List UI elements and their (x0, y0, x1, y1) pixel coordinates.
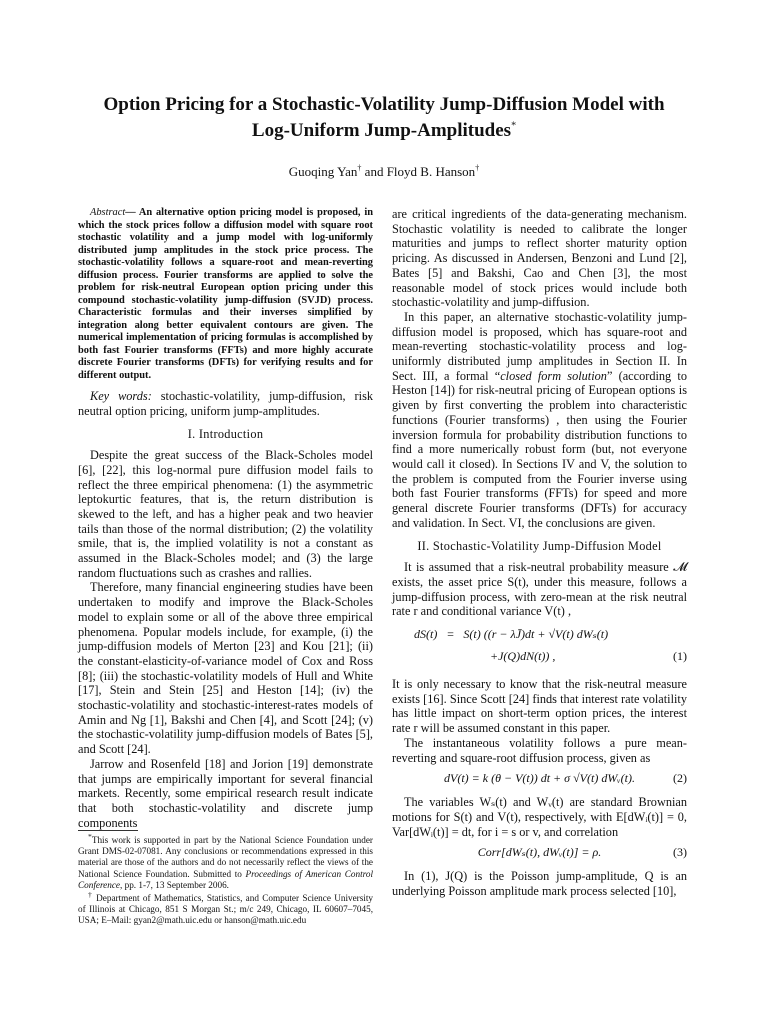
keywords (78, 389, 373, 418)
intro-paragraph-1: Despite the great success of the Black-Scholes model [6], [22], this log-normal pure diffusion model fails to reflect the three empirical phenomena: (1) the asymmetric leptokurtic features, that is, the return distribution is skewed to the left, and has a higher peak and two heavier tails than those of the normal distribution; (2) the volatility smile, that is, the implied volatility is not a constant as assumed in the Black-Scholes model; and (3) the large random fluctuations such as crashes and rallies. (78, 448, 373, 580)
title-footnote-mark: * (511, 120, 517, 132)
equation-2 (392, 765, 687, 795)
equation-1-line-1: dS(t) = S(t) ((r − λJ̄)dt + √V(t) dWₛ(t) (414, 626, 609, 641)
abstract-text: — An alternative option pricing model is proposed, in which the stock prices follow a diffusion model with square root stochastic volatility and a jump model with log-uniformly distributed jump amplitudes in the stock price process. The stochastic-volatility follows a square-root and mean-reverting diffusion process. Fourier transforms are applied to solve the problem for risk-neutral European option pricing under this compound stochastic-volatility jump-diffusion (SVJD) process. Characteristic formulas and their inverses simplified by integration along better equivalent contours are given. The numerical implementation of pricing formulas is accomplished by both fast Fourier transforms (FFTs) and more highly accurate discrete Fourier transforms (DFTs) for verifying results and for different output. (78, 207, 373, 381)
footnote-funding-mark: * (88, 831, 92, 841)
model-paragraph-1: It is assumed that a risk-neutral probability measure 𝓜 exists, the asset price S(t), under this measure, follows a jump-diffusion process, with zero-mean at the risk neutral rate r and conditional variance V(t) , (392, 560, 687, 619)
model-paragraph-3: The instantaneous volatility follows a pure mean-reverting and square-root diffusion process, given as (392, 735, 687, 765)
section-heading-svjd-model: II. Stochastic-Volatility Jump-Diffusion Model (417, 539, 662, 554)
equation-3-number: (3) (673, 845, 687, 860)
closed-form-emphasis: closed form solution (500, 368, 607, 383)
model-paragraph-2: It is only necessary to know that the risk-neutral measure exists [16]. Since Scott [24] finds that interest rate volatility has little impact on short-term option prices, the interest rate r will be assumed constant in this paper. (392, 676, 687, 736)
keywords-text: stochastic-volatility, jump-diffusion, risk neutral option pricing, uniform jump-amplitudes. (78, 389, 374, 418)
intro-paragraph-3: Jarrow and Rosenfeld [18] and Jorion [19] demonstrate that jumps are empirically important for several financial markets. Recently, some empirical research result indicate that both stochastic-volatility and discrete jump components (78, 756, 373, 830)
abstract-label: Abstract (90, 207, 126, 218)
author-line (60, 164, 708, 180)
equation-2-body: dV(t) = k (θ − V(t)) dt + σ √V(t) dWᵥ(t). (444, 771, 635, 786)
author-1: Guoqing Yan (288, 164, 358, 179)
keywords-label: Key words: (90, 389, 152, 403)
model-paragraph-4: The variables Wₛ(t) and Wᵥ(t) are standard Brownian motions for S(t) and V(t), respectively, with E[dWᵢ(t)] = 0, Var[dWᵢ(t)] = dt, for i = s or v, and correlation (392, 795, 687, 839)
right-column (392, 207, 687, 899)
author-2-mark: † (475, 163, 480, 173)
equation-1-number: (1) (673, 648, 687, 663)
footnotes (78, 830, 373, 929)
footnote-affiliation-mark: † (88, 889, 93, 899)
section-heading-introduction: I. Introduction (187, 427, 264, 442)
author-1-mark: † (357, 163, 362, 173)
right-paragraph-1: are critical ingredients of the data-generating mechanism. Stochastic volatility is needed to calibrate the longer maturities and jumps to reflect shorter maturity option pricing. As discussed in Andersen, Benzoni and Lund [2], Bates [5] and Bakshi, Cao and Chen [3], the most reasonable model of stock prices would include both stochastic-volatility and jump-diffusion. (392, 207, 687, 310)
footnote-affiliation: † Department of Mathematics, Statistics, and Computer Science University of Illinois at Chicago, 851 S Morgan St.; m/c 249, Chicago, IL 60607–7045, USA; E–Mail: gyan2@math.uic.edu or hanson@math.uic.edu (78, 889, 373, 926)
author-conjunction: and (361, 164, 387, 179)
footnote-venue: Proceedings of American Control Conference (78, 868, 374, 890)
footnote-funding: *This work is supported in part by the National Science Foundation under Grant DMS-02-07081. Any conclusions or recommendations expressed in this material are those of the authors and do not necessarily reflect the views of the National Science Foundation. Submitted to Proceedings of American Control Conference, pp. 1-7, 13 September 2006. (78, 831, 374, 890)
title-line-2: Log-Uniform Jump-Amplitudes* (251, 120, 517, 141)
footnote-rule (78, 830, 138, 831)
equation-1 (392, 619, 687, 677)
intro-paragraph-2: Therefore, many financial engineering studies have been undertaken to modify and improve the Black-Scholes model to explain some or all of the above three empirical phenomena. Popular models include, for example, (i) the jump-diffusion models of Merton [23] and Kou [21]; (ii) the constant-elasticity-of-variance model of Cox and Ross [8]; (iii) the stochastic-volatility models of Hull and White [17], Stein and Stein [25] and Heston [14]; (iv) the stochastic-volatility and stochastic-interest-rates models of Amin and Ng [1], Bakshi and Chen [4], and Scott [24]; (v) the stochastic-volatility jump-diffusion models of Bates [5], and Scott [24]. (78, 580, 373, 757)
author-2: Floyd B. Hanson (386, 164, 476, 179)
right-paragraph-2: In this paper, an alternative stochastic-volatility jump-diffusion model is proposed, which has square-root and mean-reverting stochastic-volatility process and log-uniformly distributed jump amplitudes in Section II. In Sect. III, a formal “closed form solution” (according to Heston [14]) for risk-neutral pricing of European options is given by first converting the problem into characteristic functions (Fourier transforms) , then using the Fourier inversion formula for probability distribution functions to find a more numerically robust form (but, not everyone would call it closed). In Sections IV and V, the solution to the problem is computed from the Fourier inverse using both fast Fourier transforms (FFTs) for speed and more general discrete Fourier transforms (DFTs) for accuracy and validation. In Sect. VI, the conclusions are given. (392, 309, 687, 530)
title-line-1: Option Pricing for a Stochastic-Volatility Jump-Diffusion Model with (103, 94, 665, 115)
left-column (78, 207, 373, 830)
paper-title (60, 92, 708, 144)
abstract (78, 207, 373, 382)
equation-1-line-2: +J(Q)dN(t)) , (490, 648, 556, 663)
equation-2-number: (2) (673, 771, 687, 786)
equation-3-body: Corr[dWₛ(t), dWᵥ(t)] = ρ. (477, 845, 602, 860)
equation-3 (392, 839, 687, 869)
model-paragraph-5: In (1), J(Q) is the Poisson jump-amplitude, Q is an underlying Poisson amplitude mark process selected [10], (392, 869, 687, 899)
